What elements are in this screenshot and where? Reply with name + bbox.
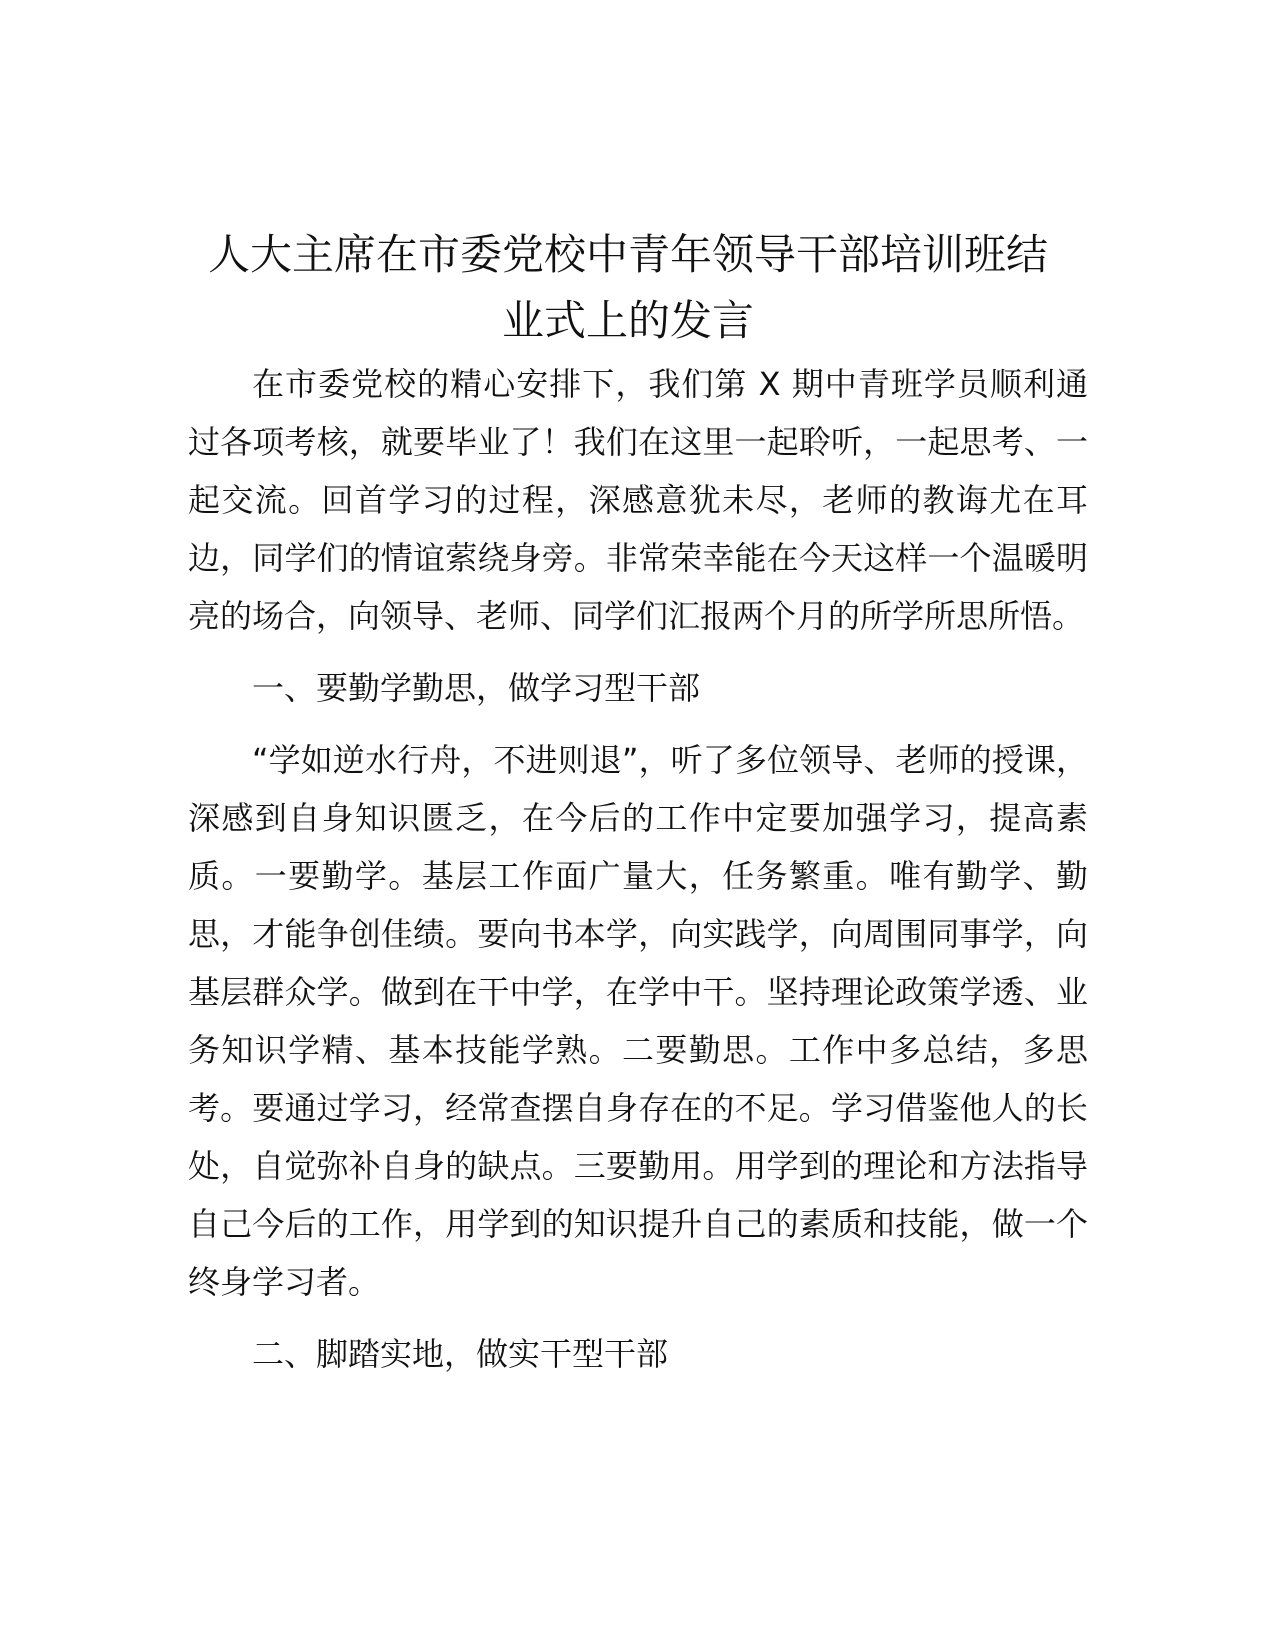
section-heading-1: 一、要勤学勤思，做学习型干部 bbox=[252, 669, 701, 707]
title-line-2: 业式上的发言 bbox=[501, 296, 754, 345]
document-body bbox=[188, 355, 1088, 1397]
document-title bbox=[178, 222, 1078, 354]
title-line-1: 人大主席在市委党校中青年领导干部培训班结 bbox=[207, 230, 1048, 279]
section-1-paragraph: “学如逆水行舟，不进则退”，听了多位领导、老师的授课，深感到自身知识匮乏，在今后的工作中定要加强学习，提高素质。一要勤学。基层工作面广量大，任务繁重。唯有勤学、勤思，才能争创佳绩。要向书本学，向实践学，向周围同事学，向基层群众学。做到在干中学，在学中干。坚持理论政策学透、业务知识学精、基本技能学熟。二要勤思。工作中多总结，多思考。要通过学习，经常查摆自身存在的不足。学习借鉴他人的长处，自觉弥补自身的缺点。三要勤用。用学到的理论和方法指导自己今后的工作，用学到的知识提升自己的素质和技能，做一个终身学习者。 bbox=[188, 741, 1088, 1301]
intro-paragraph: 在市委党校的精心安排下，我们第 X 期中青班学员顺利通过各项考核，就要毕业了！我们在这里一起聆听，一起思考、一起交流。回首学习的过程，深感意犹未尽，老师的教诲尤在耳边，同学们的情谊萦绕身旁。非常荣幸能在今天这样一个温暖明亮的场合，向领导、老师、同学们汇报两个月的所学所思所悟。 bbox=[188, 365, 1088, 635]
section-heading-2: 二、脚踏实地，做实干型干部 bbox=[252, 1335, 669, 1373]
